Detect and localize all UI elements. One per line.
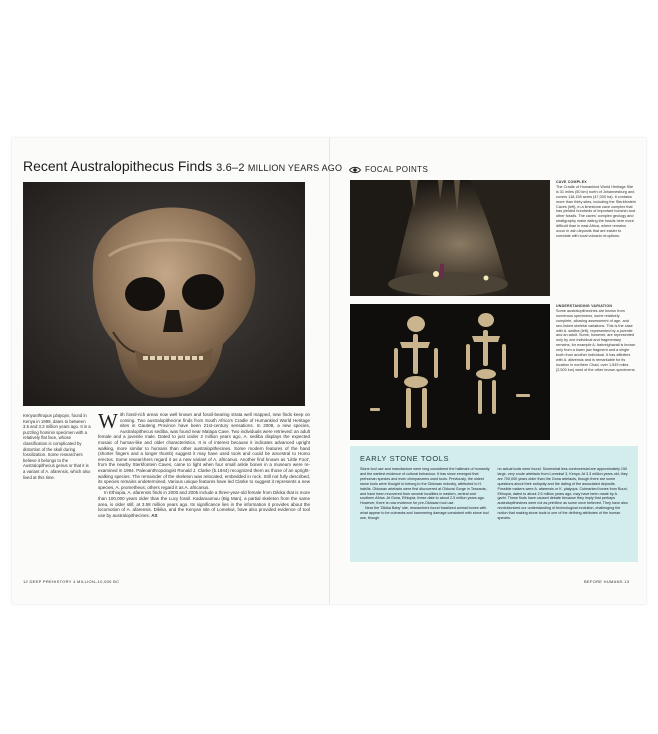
caption-text: , found in Kenya in 1999, dates to between 3.5 and 3.3 million years ago. It is a puzzling hominin specimen with a relatively flat face, whose classification is complicated by distortion of the skull during fossilization. Some researchers believe it belongs to the Australopithecus genus or that it is a variant of A. afarensis, which also lived at this time. (23, 413, 91, 480)
tools-paragraph-3: no actual tools were found. Somewhat less controversial are approximately 150 large, very crude artefacts from Lomekwi 3, Kenya. At 3.3 million years old, they are 700,000 years older than the Gona artefacts, though there are some questions about their antiquity and the dating of the associated deposits. Possible makers were A. afarensis or K. platyops. Cutmarked bones from Bouri, Ethiopia, dated to about 2.5 million years ago, may have been made by A. garhi. These finds have caused debate because they imply that perhaps australopithecines were not as primitive as some once believed. They have also revolutionized our understanding of technological evolution, challenging the notion that making stone tools is one of the defining attributes of the human species. (497, 467, 628, 521)
page-title (23, 158, 343, 174)
note-understanding-variation (556, 304, 636, 373)
early-stone-tools-box (350, 446, 638, 562)
article-paragraph-2 (98, 490, 310, 518)
note-label: UNDERSTANDING VARIATION (556, 304, 613, 308)
tools-column-1 (360, 467, 491, 521)
photo-caption (23, 413, 91, 480)
cave-illustration (350, 180, 550, 296)
subtitle-unit: MILLION YEARS AGO (247, 163, 343, 173)
skeleton-illustration (350, 304, 550, 440)
note-text: The Cradle of Humankind World Heritage Site is 31 miles (50 km) north of Johannesburg and covers 118,159 acres (47,000 ha). It contains more than thirty sites, including the Sterkfontein Caves (left), in a limestone cave complex that has yielded hundreds of important hominin and other fossils. The caves' complex geology and stratigraphy make dating the fossils here more difficult than in east Africa, where remains occur in ash deposits that are easier to correlate with local volcanic eruptions. (556, 184, 636, 238)
note-text: Some australopithecines are known from numerous specimens, some relatively complete, allowing assessment of age- and sex-linked skeletal variations. This is the case with A. sediba (left), represented by a juvenile and an adult. Some, however, are represented only by one individual and fragmentary remains, for example A. bahrelghazali is known only from a lower jaw fragment and a single tooth from another individual. It has affinities with A. afarensis and is remarkable for its location in northern Chad, over 1,549 miles (2,500 km) west of the other known specimens. (556, 308, 636, 372)
tools-paragraph-2: Near the 'Dikika Baby' site, researchers found fossilized animal bones with what appear to be cutmarks and hammering damage consistent with stone tool use, though (360, 506, 489, 521)
book-spread (12, 138, 646, 604)
focal-points-title: FOCAL POINTS (365, 165, 429, 174)
drop-cap: W (98, 409, 118, 433)
tools-columns (360, 467, 628, 521)
skull-photo (23, 182, 305, 406)
tools-box-title: EARLY STONE TOOLS (360, 454, 450, 463)
focal-points-heading (349, 165, 428, 174)
title-subtitle (216, 162, 342, 174)
skull-illustration (23, 182, 305, 406)
left-folio: 12 DEEP PREHISTORY 4 MILLION–10,000 BC (23, 579, 120, 584)
paragraph-1-text: ith fossil-rich areas now well known and fossil-bearing strata well mapped, new finds keep on coming. Two australopithecine finds from South Africa's Cradle of Humankind World Heritage sites in Gauteng Province have been 21st-century sensations. In 2008, a new species, Australopithecus sediba, was found near Malapa Cave. Two individuals were retrieved: an adult female and a juvenile male. Dated to just under 2 million years ago, A. sediba displays the expected mosaic of human-like and older characteristics. It is of interest because it indicates advanced upright walking, more similar to humans than other australopithecines. Some modern features of the hand (shorter fingers and a longer thumb) suggest it may have used tools and could be ancestral to Homo erectus. Some researchers regard it as a new variant of A. africanus. Another find known as 'Little Foot', from the nearby Sterkfontein Caves, came to light when four small ankle bones in a museum were re-examined in 1994. Paleoanthropologist Ronald J. Clarke (b.1944) recognized them as those of an upright-walking species. The remainder of the skeleton was relocated, embedded in rock. Still not fully described, its species remains undetermined. Various unique features have led Clarke to suggest it represents a new species, A. prometheus; others regard it as A. africanus. (98, 412, 310, 490)
page-gutter (329, 138, 330, 604)
article-paragraph-1 (98, 409, 310, 490)
note-cave-complex (556, 180, 636, 239)
eye-icon (349, 166, 361, 174)
note-label: CAVE COMPLEX (556, 180, 587, 184)
subtitle-range: 3.6–2 (216, 162, 248, 174)
caption-species: Kenyanthropus platyops (23, 413, 70, 418)
skeleton-photo (350, 304, 550, 440)
right-folio: BEFORE HUMANS 13 (584, 579, 630, 584)
main-article (98, 409, 310, 518)
paragraph-2-text: In Ethiopia, A. afarensis finds in 2000 and 2005 include a three-year-old female from Dikika that is more than 100,000 years older than the Lucy fossil. Kadanuumuu (Big Man), a partial skeleton from the same area, is older still, at 3.58 million years ago. Its significance lies in the information it provides about the locomotion of A. afarensis. Dikika, and the Kenyan site of Lomekwi, have also provided evidence of tool use by australopithecines. (98, 490, 310, 518)
tools-paragraph-1: Stone tool use and manufacture were long considered the hallmark of humanity and the earliest evidence of cultural behaviour. It has since emerged that prehuman species and even chimpanzees used tools. Previously, the oldest stone tools were thought to belong to the Oldowan industry, attributed to H. habilis. Oldowan artefacts were first discovered at Olduvai Gorge in Tanzania, and have been recovered from several localities in eastern, central and southern Africa. At Gona, Ethiopia, these date to about 2.5 million years ago. However, there is now evidence for pre-Oldowan tool use. (360, 467, 490, 506)
title-text: Recent Australopithecus Finds (23, 158, 213, 174)
tools-column-2 (498, 467, 629, 521)
author-initials: AS (151, 512, 158, 518)
cave-photo (350, 180, 550, 296)
